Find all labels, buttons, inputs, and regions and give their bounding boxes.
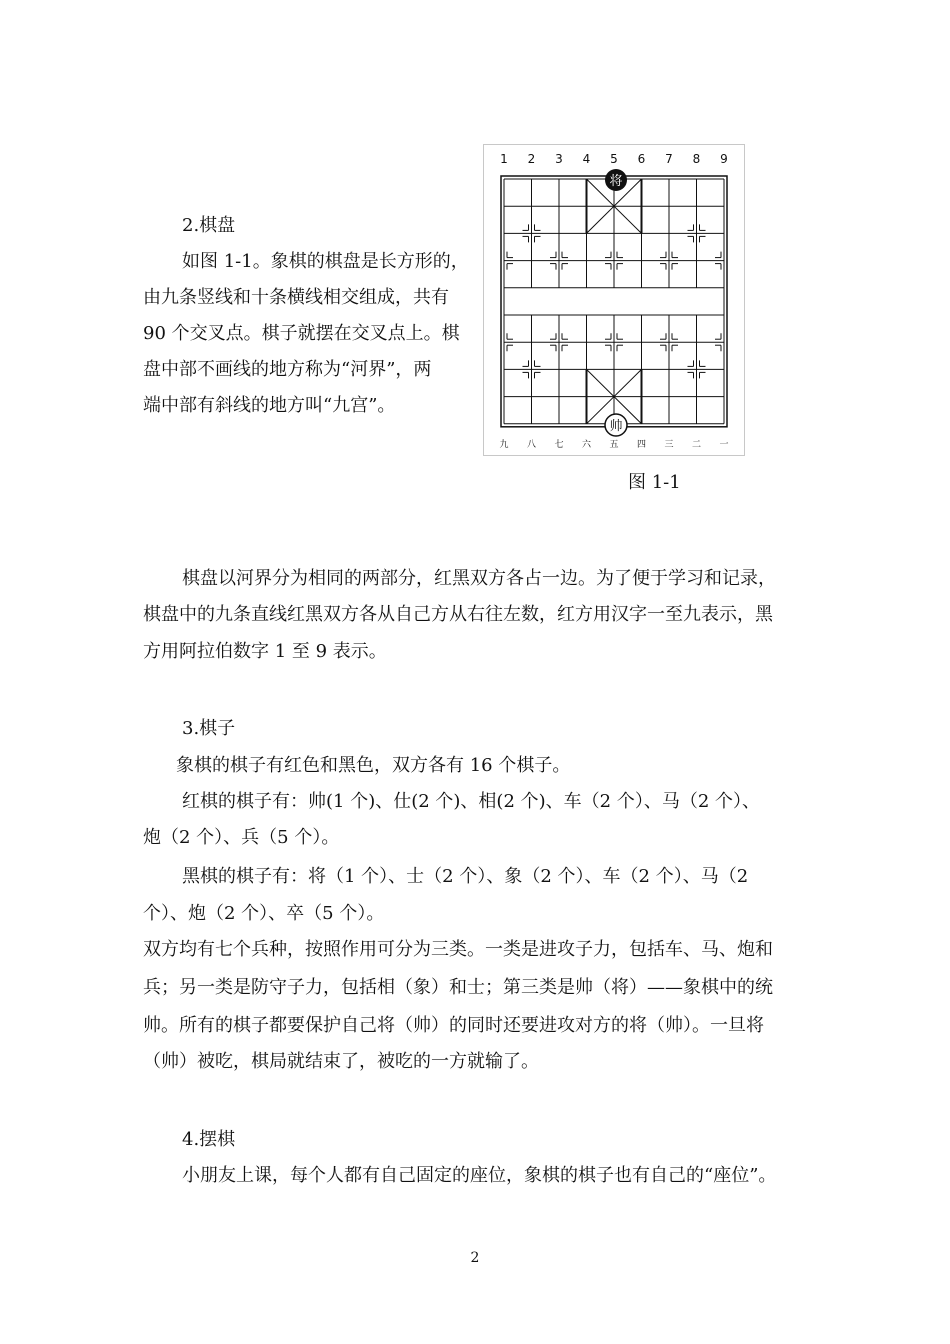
- red-general-piece: [605, 414, 627, 436]
- bottom-column-number: 八: [526, 440, 537, 450]
- piece-classes-line: 帅。所有的棋子都要保护自己将（帅）的同时还要进攻对方的将（帅）。一旦将: [143, 1015, 764, 1036]
- figure-caption: 图 1-1: [628, 472, 681, 493]
- top-column-number: 4: [582, 152, 591, 166]
- bottom-column-number: 一: [719, 440, 729, 450]
- section-4-line: 小朋友上课，每个人都有自己固定的座位，象棋的棋子也有自己的“座位”。: [182, 1165, 777, 1186]
- bottom-column-number: 四: [636, 440, 647, 450]
- section-2-line: 由九条竖线和十条横线相交组成，共有: [143, 287, 449, 308]
- piece-classes-line: 兵；另一类是防守子力，包括相（象）和士；第三类是帅（将）——象棋中的统: [143, 977, 773, 998]
- black-pieces-line: 黑棋的棋子有：将（1 个）、士（2 个）、象（2 个）、车（2 个）、马（2: [182, 866, 749, 887]
- board-paragraph-line: 方用阿拉伯数字 1 至 9 表示。: [143, 641, 387, 662]
- red-general-label: 帅: [609, 419, 623, 434]
- section-4-heading: 4.摆棋: [182, 1129, 236, 1150]
- top-column-number: 8: [692, 152, 701, 166]
- section-3-heading: 3.棋子: [182, 718, 236, 739]
- top-column-number: 2: [527, 152, 536, 166]
- bottom-column-number: 五: [609, 440, 619, 450]
- black-pieces-line: 个）、炮（2 个）、卒（5 个）。: [143, 903, 385, 924]
- bottom-column-number: 六: [581, 440, 592, 450]
- bottom-column-number: 三: [664, 440, 674, 450]
- bottom-column-number: 七: [554, 440, 564, 450]
- piece-classes-line: （帅）被吃，棋局就结束了，被吃的一方就输了。: [143, 1051, 539, 1072]
- red-pieces-line: 红棋的棋子有：帅(1 个)、仕(2 个)、相(2 个)、车（2 个）、马（2 个）、: [182, 791, 761, 812]
- section-2-heading: 2.棋盘: [182, 215, 236, 236]
- section-2-line: 端中部有斜线的地方叫“九宫”。: [143, 395, 396, 416]
- top-column-number: 9: [720, 152, 728, 166]
- piece-classes-line: 双方均有七个兵种，按照作用可分为三类。一类是进攻子力，包括车、马、炮和: [143, 939, 773, 960]
- section-2-line: 90 个交叉点。棋子就摆在交叉点上。棋: [143, 323, 460, 344]
- board-paragraph-line: 棋盘中的九条直线红黑双方各从自己方从右往左数，红方用汉字一至九表示，黑: [143, 604, 773, 625]
- top-column-number: 7: [665, 152, 673, 166]
- red-pieces-line: 炮（2 个）、兵（5 个）。: [143, 827, 340, 848]
- section-3-intro: 象棋的棋子有红色和黑色，双方各有 16 个棋子。: [176, 755, 571, 776]
- top-column-number: 5: [610, 152, 618, 166]
- section-2-line: 如图 1-1。象棋的棋盘是长方形的，: [182, 251, 469, 272]
- top-column-number: 6: [637, 152, 646, 166]
- page-number: 2: [470, 1250, 480, 1266]
- black-general-piece: [605, 169, 627, 191]
- bottom-column-number: 二: [691, 440, 702, 450]
- bottom-column-number: 九: [499, 440, 509, 450]
- xiangqi-board-diagram: [484, 145, 744, 455]
- board-figure: [483, 144, 745, 456]
- top-column-number: 3: [555, 152, 563, 166]
- board-paragraph-line: 棋盘以河界分为相同的两部分，红黑双方各占一边。为了便于学习和记录，: [182, 568, 776, 589]
- black-general-label: 将: [609, 174, 623, 189]
- top-column-number: 1: [500, 152, 508, 166]
- section-2-line: 盘中部不画线的地方称为“河界”，两: [143, 359, 432, 380]
